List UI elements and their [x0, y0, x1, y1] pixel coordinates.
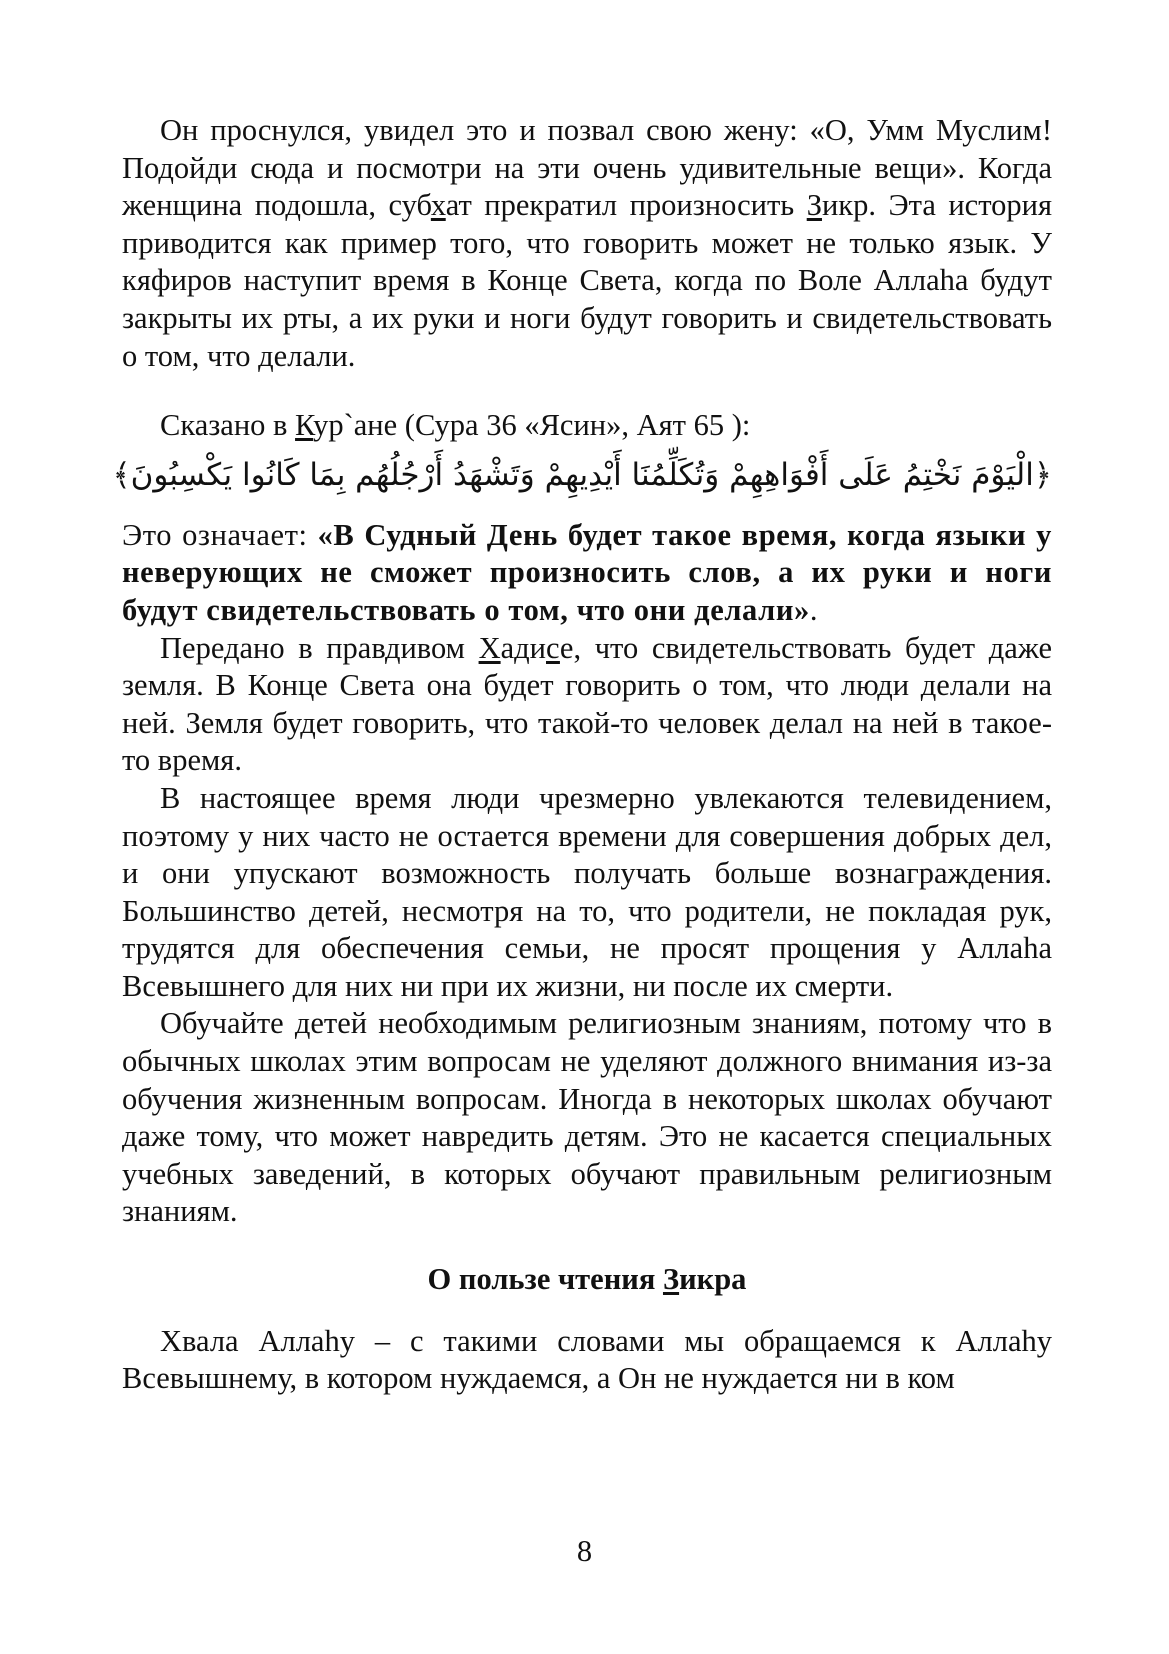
paragraph-teaching: Обучайте детей необходимым религиозным знаниям, потому что в обычных школах этим вопросам не уделяют должного внимания из-за обучения жизненным вопросам. Иногда в некоторых школах обучают даже тому, что может навредить детям. Это не касается специальных учебных заведений, в которых обучают правильным религиозным знаниям.	[122, 1006, 1052, 1229]
ayah-meaning: Это означает: «В Судный День будет такое время, когда языки у неверующих не сможет произносить слов, а их руки и ноги будут свидетельствовать о том, что они делали».	[122, 517, 1052, 627]
paragraph-praise: Хвала Аллаhу – с такими словами мы обращаемся к Аллаhу Всевышнему, в котором нуждаемся, а Он не нуждается ни в ком	[122, 1323, 1052, 1396]
paragraph-hadith: Передано в правдивом Хадисе, что свидетельствовать будет даже земля. В Конце Света она будет говорить о том, что люди делали на ней. Земля будет говорить, что такой-то человек делал на ней в такое-то время.	[122, 630, 1052, 778]
paragraph-television: В настоящее время люди чрезмерно увлекаются телевидением, поэтому у них часто не остается времени для совершения добрых дел, и они упускают возможность получать больше вознаграждения. Большинство детей, несмотря на то, что родители, не покладая рук, трудятся для обеспечения семьи, не просят прощения у Аллаhа Всевышнего для них ни при их жизни, ни после их смерти.	[122, 780, 1052, 1003]
arabic-ayah: ﴿الْيَوْمَ نَخْتِمُ عَلَى أَفْوَاهِهِمْ وَتُكَلِّمُنَا أَيْدِيهِمْ وَتَشْهَدُ أَرْجُلُهُم بِمَا كَانُوا يَكْسِبُونَ﴾	[112, 456, 1052, 493]
paragraph-story: Он проснулся, увидел это и позвал свою жену: «О, Умм Муслим! Подойди сюда и посмотри на эти очень удивительные вещи». Когда женщина подошла, субхат прекратил произносить Зикр. Эта история приводится как пример того, что говорить может не только язык. У кяфиров наступит время в Конце Света, когда по Воле Аллаhа будут закрыты их рты, а их руки и ноги будут говорить и свидетельствовать о том, что делали.	[122, 113, 1052, 373]
page-number: 8	[576, 1534, 593, 1568]
section-heading: О пользе чтения Зикра	[427, 1262, 747, 1297]
page-body	[112, 112, 1052, 1398]
quran-reference: Сказано в Кур`ане (Сура 36 «Ясин», Аят 65 ):	[160, 408, 751, 443]
